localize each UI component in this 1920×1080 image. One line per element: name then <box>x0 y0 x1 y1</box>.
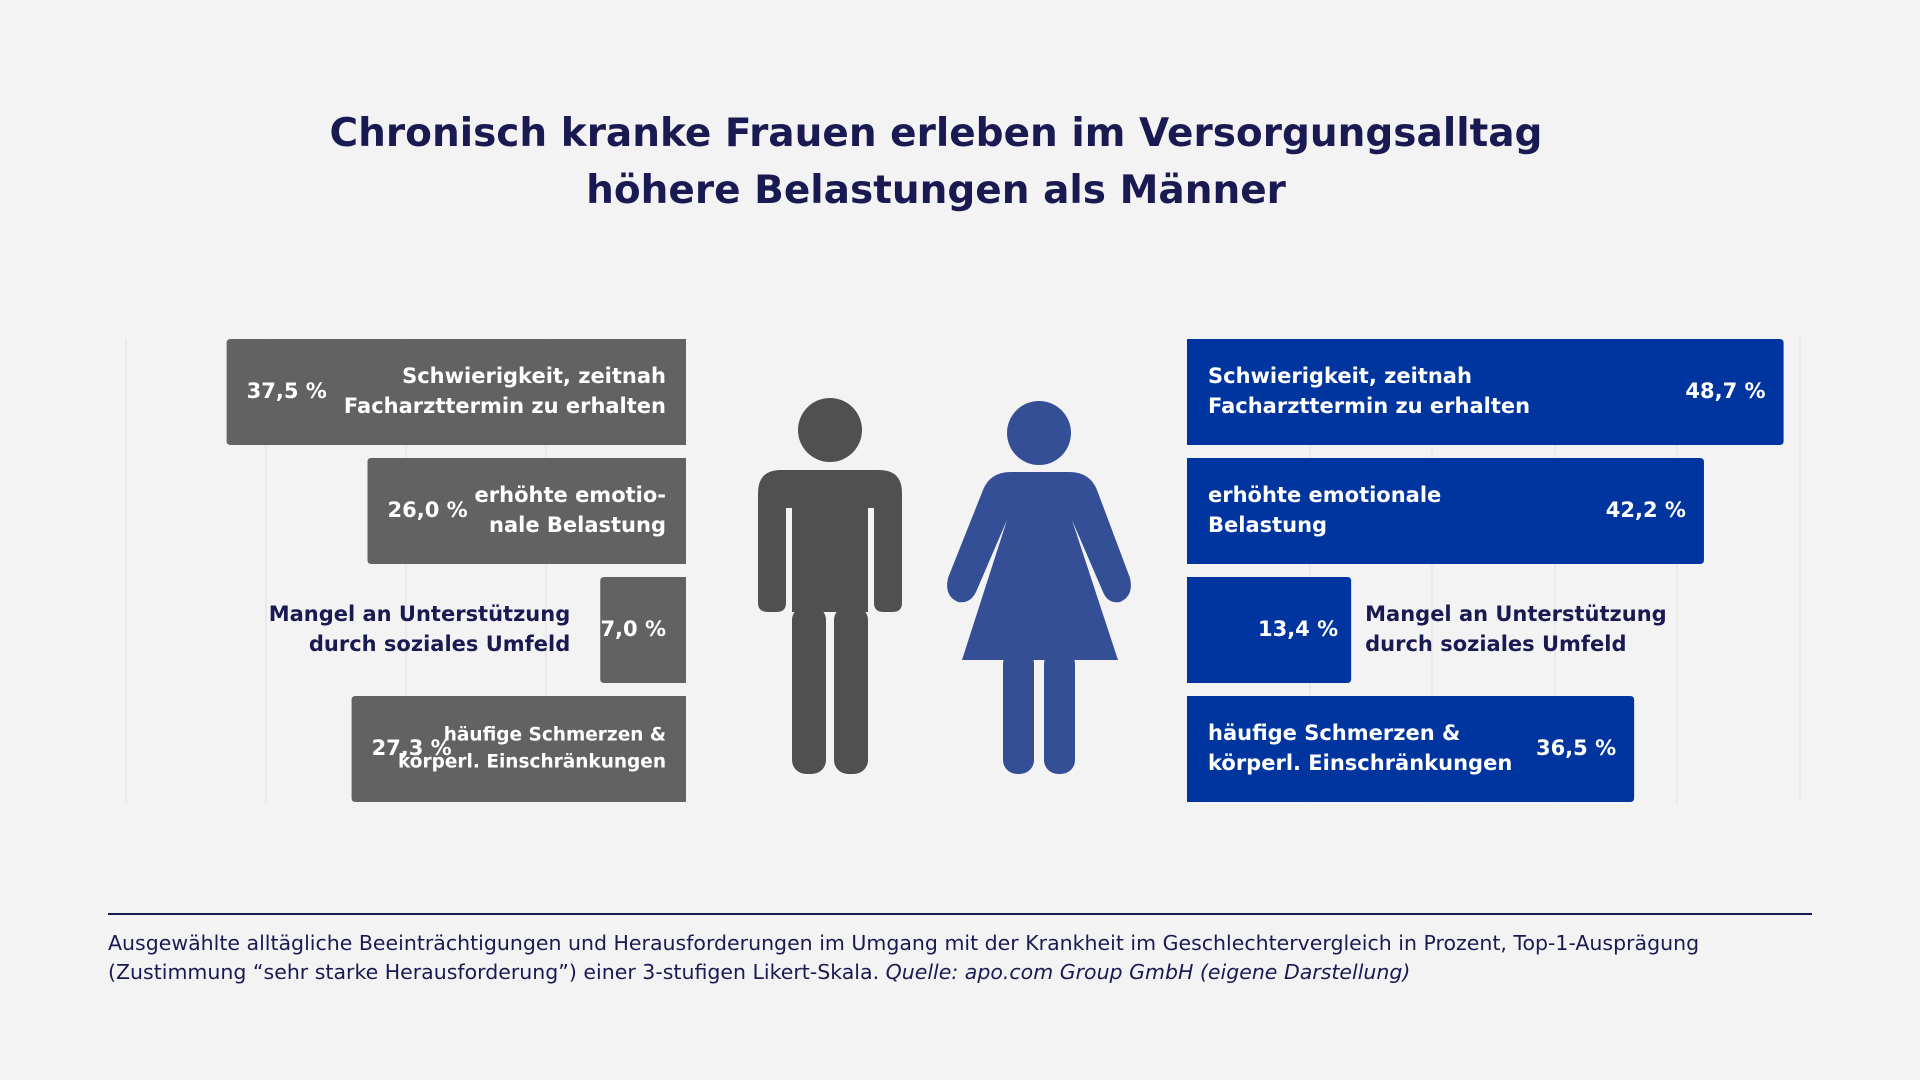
caption-source: Quelle: apo.com Group GmbH (eigene Darstellung) <box>885 960 1411 984</box>
chart-caption <box>108 929 1820 987</box>
women-value-label-line: 13,4 % <box>1257 617 1339 641</box>
woman-dress <box>947 472 1131 660</box>
men-value-label-line: 37,5 % <box>246 379 327 403</box>
man-torso-arms <box>758 470 902 612</box>
women-category-label-line: Schwierigkeit, zeitnah <box>1208 363 1472 388</box>
woman-right-leg <box>1044 650 1075 774</box>
man-head <box>798 398 862 462</box>
women-value-label <box>1685 379 1765 403</box>
chart-title-line-1: Chronisch kranke Frauen erleben im Versorgungsalltag <box>329 111 1543 156</box>
men-value-label <box>247 379 327 403</box>
men-value-label <box>388 498 468 522</box>
man-icon <box>758 398 902 774</box>
women-category-label-line: körperl. Einschränkungen <box>1208 751 1513 776</box>
women-value-label-line: 42,2 % <box>1605 498 1686 522</box>
women-value-label <box>1536 736 1616 760</box>
men-value-label-line: 26,0 % <box>387 498 468 522</box>
gender-icons <box>758 398 1131 774</box>
women-category-label-line: Mangel an Unterstützung <box>1365 601 1667 626</box>
men-category-label-line: nale Belastung <box>489 513 666 538</box>
women-category-label-line: erhöhte emotionale <box>1208 482 1442 507</box>
men-category-label-line: Schwierigkeit, zeitnah <box>402 363 666 388</box>
men-category-label-line: Mangel an Unterstützung <box>268 601 571 626</box>
men-value-label <box>600 617 666 641</box>
women-category-label-line: Facharzttermin zu erhalten <box>1208 394 1531 419</box>
men-value-label-line: 27,3 % <box>371 736 452 760</box>
man-left-leg <box>792 606 826 774</box>
men-category-label-line: Facharzttermin zu erhalten <box>343 394 666 419</box>
man-right-leg <box>834 606 868 774</box>
women-category-label-line: durch soziales Umfeld <box>1365 632 1627 657</box>
men-value-label-line: 7,0 % <box>600 617 666 641</box>
women-value-label-line: 36,5 % <box>1535 736 1617 760</box>
women-value-label <box>1258 617 1338 641</box>
women-category-label-line: Belastung <box>1208 513 1328 538</box>
men-category-label-line: erhöhte emotio- <box>474 482 666 507</box>
chart-title-line-2: höhere Belastungen als Männer <box>586 168 1286 213</box>
women-category-label-line: häufige Schmerzen & <box>1208 720 1461 745</box>
woman-head <box>1007 401 1071 465</box>
footer-divider <box>108 913 1812 915</box>
men-category-label-line: häufige Schmerzen & <box>443 724 666 746</box>
woman-icon <box>947 401 1131 774</box>
caption-text: Ausgewählte alltägliche Beeinträchtigungen und Herausforderungen im Umgang mit der Krankheit im Geschlechtervergleich in Prozent, Top-1-Ausprägung (Zustimmung “sehr starke Herausforderung”) einer 3-stufigen Likert-Skala. <box>108 931 1700 984</box>
women-value-label <box>1606 498 1686 522</box>
woman-left-leg <box>1003 650 1034 774</box>
men-category-label-line: körperl. Einschränkungen <box>397 751 666 773</box>
women-category-label <box>1365 602 1667 656</box>
men-category-label-line: durch soziales Umfeld <box>308 632 571 657</box>
women-value-label-line: 48,7 % <box>1685 379 1766 403</box>
men-category-label <box>269 602 571 656</box>
